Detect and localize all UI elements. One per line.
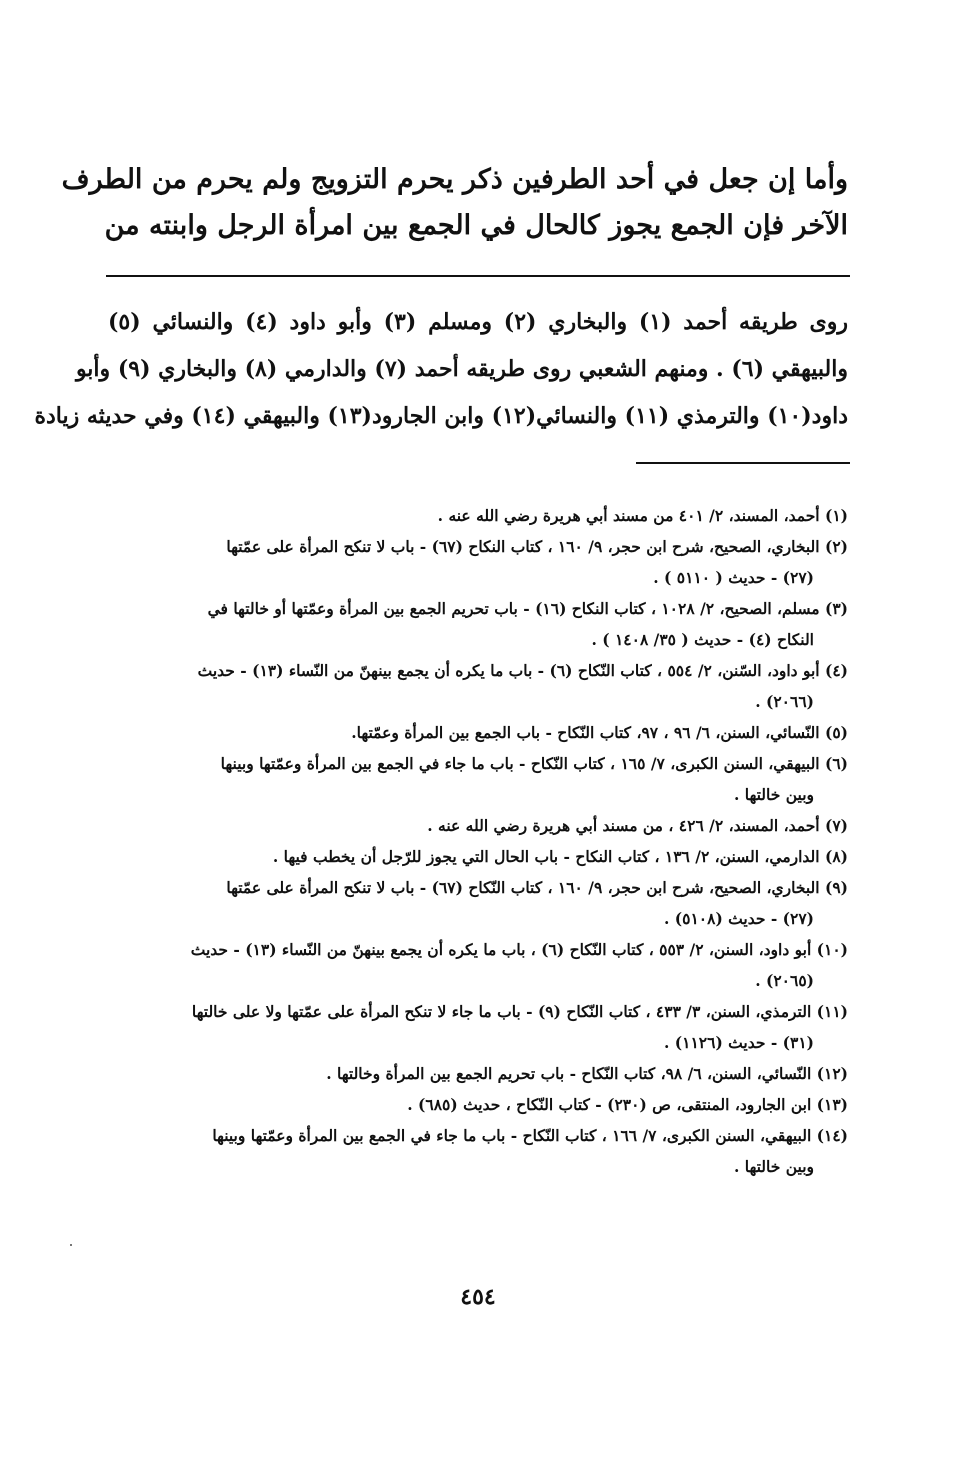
footnote-line: (١٤) البيهقي، السنن الكبرى، ٧/ ١٦٦ ، كتاب النّكاح - باب ما جاء في الجمع بين المرأة وعمّتها وبينها: [212, 1126, 848, 1145]
footnote-line: (٢٧) - حديث ( ٥١١٠ ) .: [653, 568, 814, 587]
footnote-line: (٨) الدارمي، السنن، ٢/ ١٣٦ ، كتاب النكاح - باب الحال التي يجوز للرّجل أن يخطب فيها .: [272, 847, 848, 866]
footnote-line: النكاح (٤) - حديث ( ٣٥/ ١٤٠٨ ) .: [591, 630, 814, 649]
footnotes: [108, 500, 848, 1182]
footnote-line: (١٠) أبو داود، السنن، ٢/ ٥٥٣ ، كتاب النّكاح (٦) ، باب ما يكره أن يجمع بينهنّ من النّساء (١٣) - حديث: [190, 940, 848, 959]
footnote-7: [108, 810, 848, 841]
footnote-line: وبين خالتها .: [733, 785, 814, 804]
footnote-line: (٢٧) - حديث (٥١٠٨) .: [664, 909, 814, 928]
footnote-6: [108, 748, 848, 810]
footnote-14: [108, 1120, 848, 1182]
mid-text-line-3: داود(١٠) والترمذي (١١) والنسائي(١٢) وابن الجارود(١٣) والبيهقي (١٤) وفي حديثه زيادة: [34, 403, 848, 429]
main-text-line-1: وأما إن جعل في أحد الطرفين ذكر يحرم التزويج ولم يحرم من الطرف: [61, 164, 848, 195]
footnote-line: (٣١) - حديث (١١٢٦) .: [664, 1033, 814, 1052]
footnote-2: [108, 531, 848, 593]
scan-speck: [70, 1244, 72, 1246]
page-number: ٤٥٤: [460, 1284, 496, 1310]
footnote-line: (٤) أبو داود، السّنن، ٢/ ٥٥٤ ، كتاب النّكاح (٦) - باب ما يكره أن يجمع بينهنّ من النّساء (١٣) - حديث: [197, 661, 848, 680]
footnote-1: [108, 500, 848, 531]
footnote-line: (٣) مسلم، الصحيح، ٢/ ١٠٢٨ ، كتاب النكاح (١٦) - باب تحريم الجمع بين المرأة وعمّتها أو خالتها في: [207, 599, 848, 618]
footnote-line: (١) أحمد، المسند، ٢/ ٤٠١ من مسند أبي هريرة رضي الله عنه .: [437, 506, 848, 525]
footnote-13: [108, 1089, 848, 1120]
footnote-line: (١١) الترمذي، السنن، ٣/ ٤٣٣ ، كتاب النّكاح (٩) - باب ما جاء لا تنكح المرأة على عمّتها ولا على خالتها: [191, 1002, 848, 1021]
footnote-line: (١٢) النّسائي، السنن، ٦/ ٩٨، كتاب النّكاح - باب تحريم الجمع بين المرأة وخالتها .: [326, 1064, 848, 1083]
footnote-10: [108, 934, 848, 996]
footnote-line: (٩) البخاري، الصحيح، شرح ابن حجر، ٩/ ١٦٠ ، كتاب النّكاح (٦٧) - باب لا تنكح المرأة على عمّتها: [226, 878, 848, 897]
footnote-line: (١٣) ابن الجارود، المنتقى، ص (٢٣٠) - كتاب النّكاح ، حديث (٦٨٥) .: [407, 1095, 848, 1114]
footnote-11: [108, 996, 848, 1058]
footnote-line: (٥) النّسائي، السنن، ٦/ ٩٦ ، ٩٧، كتاب النّكاح - باب الجمع بين المرأة وعمّتها.: [351, 723, 848, 742]
section-divider: [106, 275, 850, 277]
mid-text-line-2: والبيهقي (٦) . ومنهم الشعبي روى طريقه أحمد (٧) والدارمي (٨) والبخاري (٩) وأبو: [75, 356, 848, 382]
footnote-3: [108, 593, 848, 655]
footnote-5: [108, 717, 848, 748]
footnote-line: (٧) أحمد، المسند، ٢/ ٤٢٦ ، من مسند أبي هريرة رضي الله عنه .: [427, 816, 848, 835]
footnote-line: وبين خالتها .: [733, 1157, 814, 1176]
footnote-line: (٢٠٦٦) .: [755, 692, 814, 711]
footnote-separator: [636, 462, 850, 464]
footnote-line: (٢٠٦٥) .: [755, 971, 814, 990]
mid-text-line-1: روى طريقه أحمد (١) والبخاري (٢) ومسلم (٣) وأبو داود (٤) والنسائي (٥): [108, 309, 848, 335]
footnote-12: [108, 1058, 848, 1089]
footnote-line: (٦) البيهقي، السنن الكبرى، ٧/ ١٦٥ ، كتاب النّكاح - باب ما جاء في الجمع بين المرأة وعمّتها وبينها: [220, 754, 848, 773]
main-text-line-2: الآخر فإن الجمع يجوز كالحال في الجمع بين امرأة الرجل وابنته من: [104, 210, 848, 241]
footnote-line: (٢) البخاري، الصحيح، شرح ابن حجر، ٩/ ١٦٠ ، كتاب النكاح (٦٧) - باب لا تنكح المرأة على عمّتها: [226, 537, 848, 556]
footnote-4: [108, 655, 848, 717]
footnote-9: [108, 872, 848, 934]
footnote-8: [108, 841, 848, 872]
